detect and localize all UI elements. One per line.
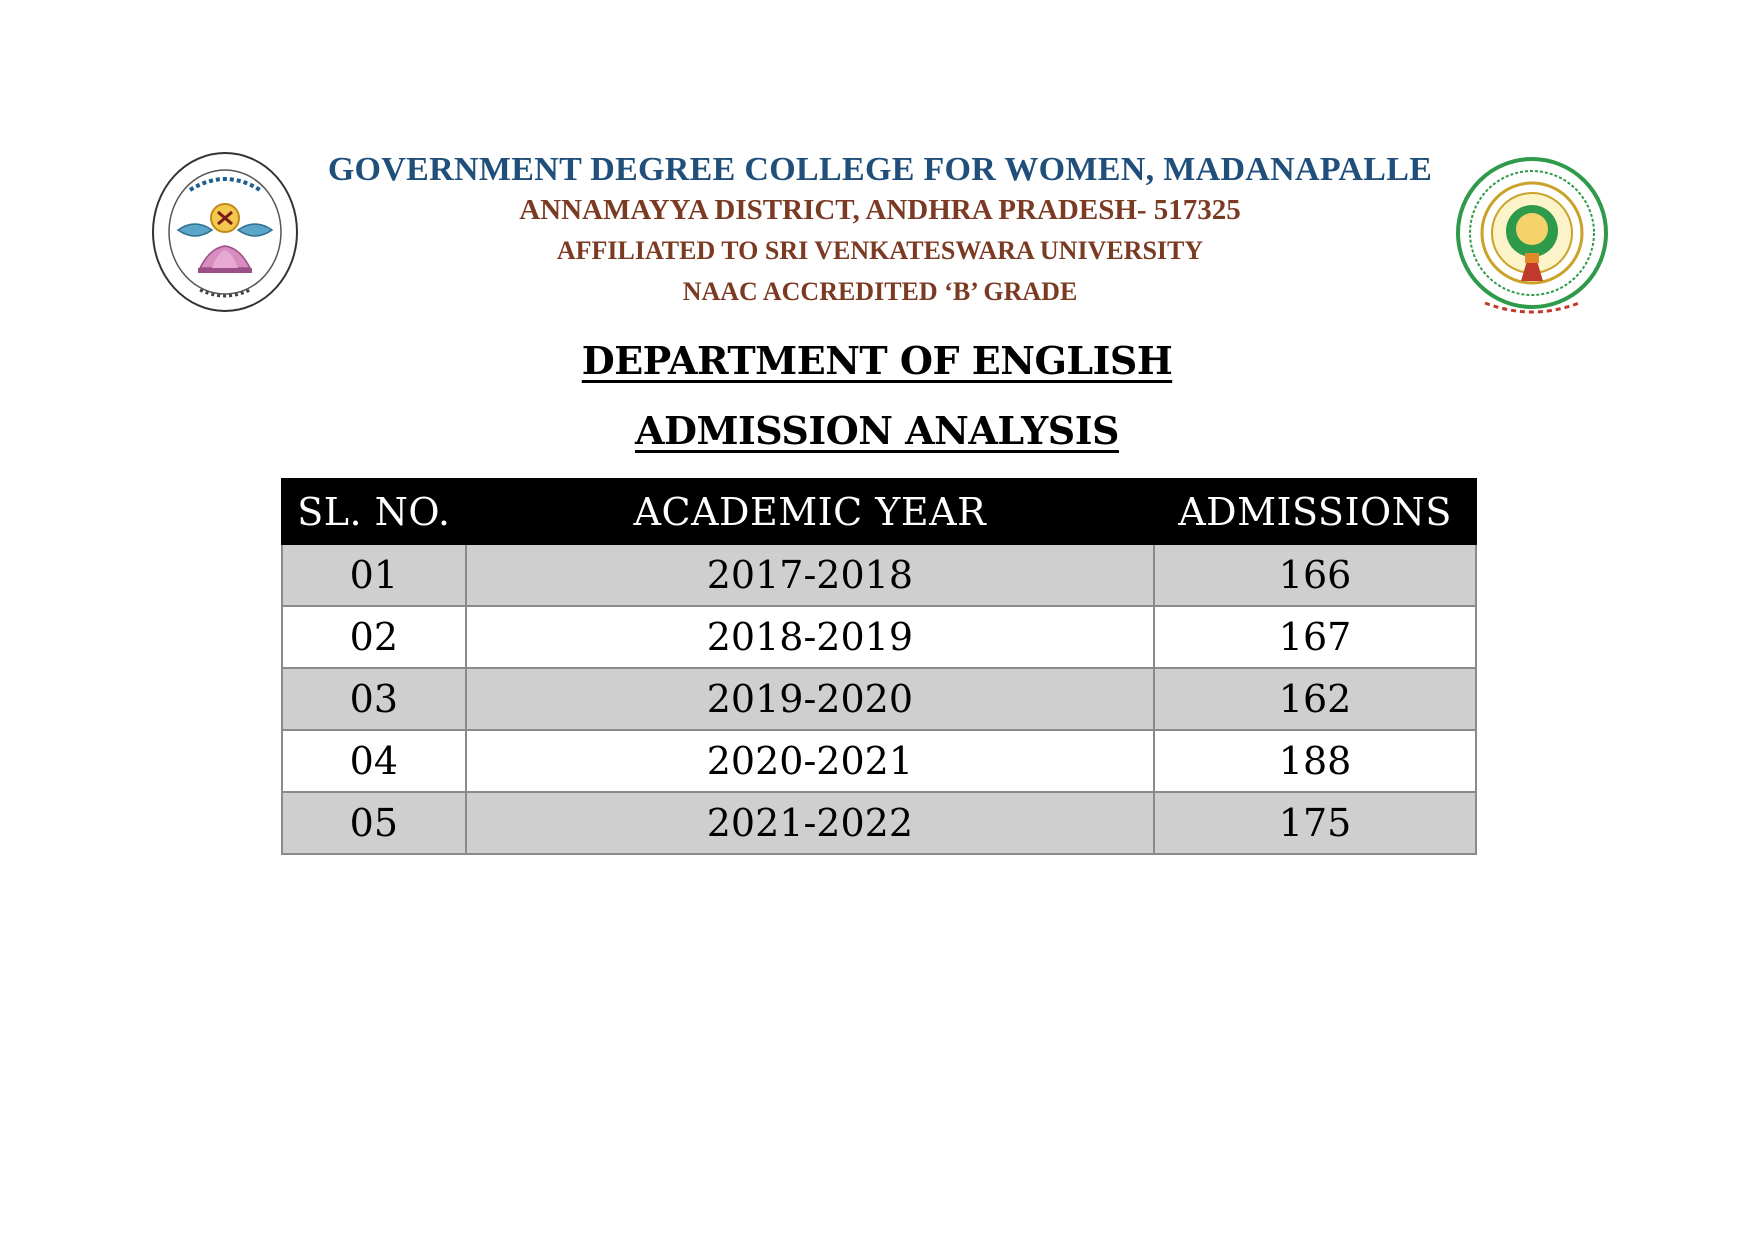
cell-academic-year: 2017-2018 <box>466 544 1154 606</box>
header-academic-year: ACADEMIC YEAR <box>466 479 1154 544</box>
cell-sl-no: 05 <box>282 792 466 854</box>
table-row <box>282 544 1476 606</box>
admissions-table <box>281 478 1477 855</box>
cell-sl-no: 02 <box>282 606 466 668</box>
cell-academic-year: 2021-2022 <box>466 792 1154 854</box>
table-row <box>282 606 1476 668</box>
state-emblem-logo <box>1455 153 1610 318</box>
cell-sl-no: 01 <box>282 544 466 606</box>
table-header-row <box>282 479 1476 544</box>
college-name: GOVERNMENT DEGREE COLLEGE FOR WOMEN, MADANAPALLE <box>327 151 1433 188</box>
table-row <box>282 730 1476 792</box>
cell-academic-year: 2018-2019 <box>466 606 1154 668</box>
cell-sl-no: 03 <box>282 668 466 730</box>
cell-admissions: 167 <box>1154 606 1476 668</box>
cell-academic-year: 2020-2021 <box>466 730 1154 792</box>
cell-admissions: 188 <box>1154 730 1476 792</box>
page-title: ADMISSION ANALYSIS <box>635 408 1119 453</box>
department-heading: DEPARTMENT OF ENGLISH <box>581 338 1173 383</box>
cell-admissions: 166 <box>1154 544 1476 606</box>
college-affiliation: AFFILIATED TO SRI VENKATESWARA UNIVERSITY <box>556 236 1204 265</box>
cell-sl-no: 04 <box>282 730 466 792</box>
college-address: ANNAMAYYA DISTRICT, ANDHRA PRADESH- 517325 <box>519 194 1241 226</box>
cell-admissions: 162 <box>1154 668 1476 730</box>
college-accreditation: NAAC ACCREDITED ‘B’ GRADE <box>682 277 1078 306</box>
header-sl-no: SL. NO. <box>282 479 466 544</box>
cell-admissions: 175 <box>1154 792 1476 854</box>
letterhead-text <box>310 150 1450 312</box>
table-row <box>282 668 1476 730</box>
table-row <box>282 792 1476 854</box>
college-emblem-logo <box>150 150 300 315</box>
header-admissions: ADMISSIONS <box>1154 479 1476 544</box>
cell-academic-year: 2019-2020 <box>466 668 1154 730</box>
letterhead <box>150 150 1610 320</box>
